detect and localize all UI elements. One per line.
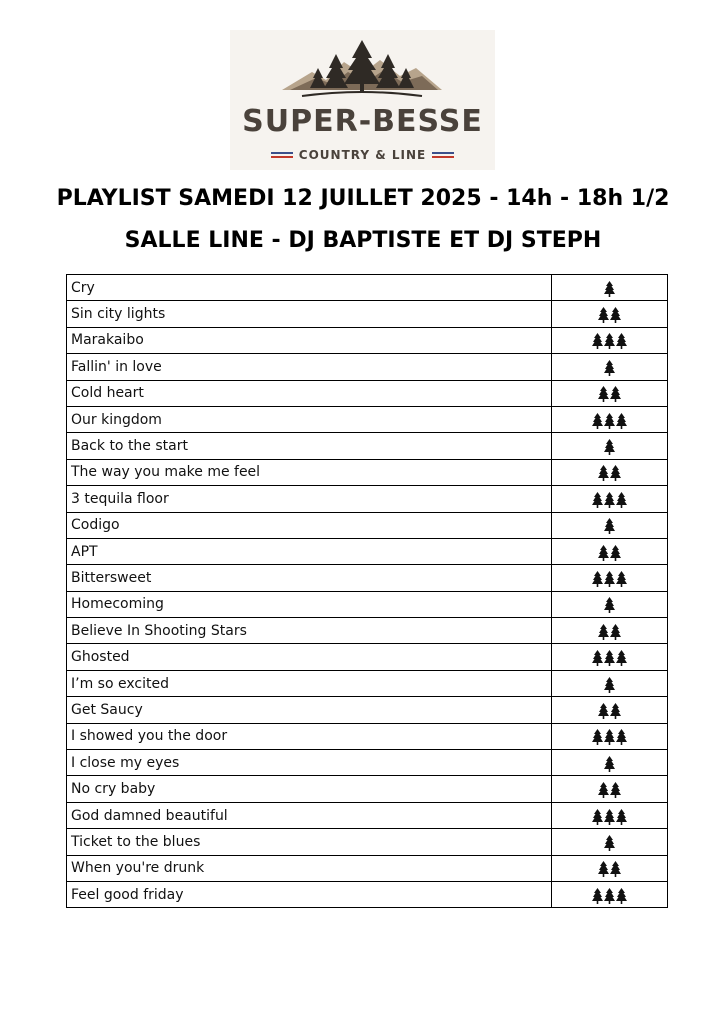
table-row bbox=[67, 459, 668, 485]
pine-tree-icon bbox=[610, 307, 621, 323]
table-row bbox=[67, 406, 668, 432]
pine-tree-icon bbox=[616, 492, 627, 508]
track-title: Ticket to the blues bbox=[67, 829, 552, 855]
track-title: APT bbox=[67, 538, 552, 564]
pine-tree-icon bbox=[610, 624, 621, 640]
pine-tree-icon bbox=[610, 861, 621, 877]
level-trees bbox=[604, 518, 615, 534]
level-trees bbox=[604, 281, 615, 297]
track-level bbox=[552, 723, 668, 749]
track-title: Marakaibo bbox=[67, 327, 552, 353]
mountain-pines-icon bbox=[282, 38, 442, 102]
pine-tree-icon bbox=[592, 333, 603, 349]
table-row bbox=[67, 380, 668, 406]
pine-tree-icon bbox=[604, 360, 615, 376]
table-row bbox=[67, 486, 668, 512]
table-row bbox=[67, 327, 668, 353]
pine-tree-icon bbox=[616, 729, 627, 745]
level-trees bbox=[604, 439, 615, 455]
level-trees bbox=[604, 756, 615, 772]
pine-tree-icon bbox=[616, 333, 627, 349]
track-title: Our kingdom bbox=[67, 406, 552, 432]
track-title: No cry baby bbox=[67, 776, 552, 802]
level-trees bbox=[592, 729, 627, 745]
pine-tree-icon bbox=[604, 835, 615, 851]
pine-tree-icon bbox=[604, 413, 615, 429]
track-level bbox=[552, 644, 668, 670]
pine-tree-icon bbox=[592, 650, 603, 666]
pine-tree-icon bbox=[616, 413, 627, 429]
track-level bbox=[552, 750, 668, 776]
pine-tree-icon bbox=[604, 888, 615, 904]
pine-tree-icon bbox=[592, 809, 603, 825]
pine-tree-icon bbox=[616, 650, 627, 666]
track-level bbox=[552, 670, 668, 696]
track-level bbox=[552, 512, 668, 538]
track-level bbox=[552, 380, 668, 406]
level-trees bbox=[604, 677, 615, 693]
pine-tree-icon bbox=[592, 888, 603, 904]
pine-tree-icon bbox=[616, 809, 627, 825]
logo-name: SUPER-BESSE bbox=[242, 104, 483, 139]
track-title: Cry bbox=[67, 275, 552, 301]
table-row bbox=[67, 565, 668, 591]
table-row bbox=[67, 591, 668, 617]
table-row bbox=[67, 275, 668, 301]
pine-tree-icon bbox=[598, 386, 609, 402]
pine-tree-icon bbox=[598, 703, 609, 719]
table-row bbox=[67, 301, 668, 327]
track-level bbox=[552, 459, 668, 485]
playlist-table bbox=[66, 274, 668, 908]
pine-tree-icon bbox=[610, 703, 621, 719]
pine-tree-icon bbox=[604, 518, 615, 534]
track-title: Back to the start bbox=[67, 433, 552, 459]
table-row bbox=[67, 750, 668, 776]
pine-tree-icon bbox=[604, 809, 615, 825]
pine-tree-icon bbox=[610, 465, 621, 481]
pine-tree-icon bbox=[610, 545, 621, 561]
track-title: 3 tequila floor bbox=[67, 486, 552, 512]
table-row bbox=[67, 697, 668, 723]
track-title: When you're drunk bbox=[67, 855, 552, 881]
table-row bbox=[67, 538, 668, 564]
table-row bbox=[67, 670, 668, 696]
pine-tree-icon bbox=[604, 597, 615, 613]
pine-tree-icon bbox=[598, 465, 609, 481]
pine-tree-icon bbox=[616, 571, 627, 587]
level-trees bbox=[598, 307, 621, 323]
pine-tree-icon bbox=[610, 386, 621, 402]
track-title: Cold heart bbox=[67, 380, 552, 406]
track-title: Bittersweet bbox=[67, 565, 552, 591]
level-trees bbox=[592, 413, 627, 429]
level-trees bbox=[604, 597, 615, 613]
track-title: I’m so excited bbox=[67, 670, 552, 696]
level-trees bbox=[598, 386, 621, 402]
track-title: I close my eyes bbox=[67, 750, 552, 776]
logo-subtitle: COUNTRY & LINE bbox=[298, 148, 427, 162]
track-level bbox=[552, 354, 668, 380]
room-dj-heading: SALLE LINE - DJ BAPTISTE ET DJ STEPH bbox=[124, 228, 602, 253]
table-row bbox=[67, 512, 668, 538]
track-title: The way you make me feel bbox=[67, 459, 552, 485]
table-row bbox=[67, 829, 668, 855]
track-title: I showed you the door bbox=[67, 723, 552, 749]
level-trees bbox=[598, 703, 621, 719]
table-row bbox=[67, 802, 668, 828]
track-level bbox=[552, 538, 668, 564]
logo bbox=[230, 30, 495, 170]
track-level bbox=[552, 618, 668, 644]
pine-tree-icon bbox=[604, 677, 615, 693]
flag-stripes-right bbox=[432, 150, 454, 160]
track-level bbox=[552, 881, 668, 907]
pine-tree-icon bbox=[604, 756, 615, 772]
track-title: God damned beautiful bbox=[67, 802, 552, 828]
level-trees bbox=[598, 782, 621, 798]
pine-tree-icon bbox=[598, 307, 609, 323]
track-level bbox=[552, 855, 668, 881]
track-title: Codigo bbox=[67, 512, 552, 538]
pine-tree-icon bbox=[598, 782, 609, 798]
level-trees bbox=[604, 835, 615, 851]
pine-tree-icon bbox=[604, 333, 615, 349]
level-trees bbox=[592, 571, 627, 587]
track-level bbox=[552, 433, 668, 459]
level-trees bbox=[592, 333, 627, 349]
pine-tree-icon bbox=[616, 888, 627, 904]
table-row bbox=[67, 354, 668, 380]
track-title: Sin city lights bbox=[67, 301, 552, 327]
table-row bbox=[67, 855, 668, 881]
track-title: Fallin' in love bbox=[67, 354, 552, 380]
pine-tree-icon bbox=[610, 782, 621, 798]
table-row bbox=[67, 881, 668, 907]
track-level bbox=[552, 275, 668, 301]
pine-tree-icon bbox=[604, 729, 615, 745]
track-level bbox=[552, 565, 668, 591]
level-trees bbox=[598, 861, 621, 877]
track-title: Believe In Shooting Stars bbox=[67, 618, 552, 644]
pine-tree-icon bbox=[598, 545, 609, 561]
pine-tree-icon bbox=[604, 571, 615, 587]
playlist-heading: PLAYLIST SAMEDI 12 JUILLET 2025 - 14h - 18h 1/2 bbox=[56, 186, 670, 211]
pine-tree-icon bbox=[592, 571, 603, 587]
pine-tree-icon bbox=[598, 624, 609, 640]
table-row bbox=[67, 618, 668, 644]
logo-subtitle-row bbox=[230, 147, 495, 163]
level-trees bbox=[598, 465, 621, 481]
pine-tree-icon bbox=[598, 861, 609, 877]
pine-tree-icon bbox=[592, 492, 603, 508]
track-level bbox=[552, 802, 668, 828]
level-trees bbox=[592, 492, 627, 508]
pine-tree-icon bbox=[592, 729, 603, 745]
table-row bbox=[67, 723, 668, 749]
track-level bbox=[552, 829, 668, 855]
level-trees bbox=[598, 545, 621, 561]
track-level bbox=[552, 776, 668, 802]
pine-tree-icon bbox=[604, 492, 615, 508]
level-trees bbox=[598, 624, 621, 640]
pine-tree-icon bbox=[604, 650, 615, 666]
pine-tree-icon bbox=[604, 439, 615, 455]
track-title: Get Saucy bbox=[67, 697, 552, 723]
track-level bbox=[552, 486, 668, 512]
level-trees bbox=[592, 809, 627, 825]
track-title: Feel good friday bbox=[67, 881, 552, 907]
level-trees bbox=[604, 360, 615, 376]
table-row bbox=[67, 433, 668, 459]
level-trees bbox=[592, 888, 627, 904]
table-row bbox=[67, 644, 668, 670]
track-level bbox=[552, 327, 668, 353]
track-title: Homecoming bbox=[67, 591, 552, 617]
track-title: Ghosted bbox=[67, 644, 552, 670]
flag-stripes-left bbox=[271, 150, 293, 160]
level-trees bbox=[592, 650, 627, 666]
track-level bbox=[552, 697, 668, 723]
track-level bbox=[552, 301, 668, 327]
pine-tree-icon bbox=[592, 413, 603, 429]
track-level bbox=[552, 406, 668, 432]
table-row bbox=[67, 776, 668, 802]
pine-tree-icon bbox=[604, 281, 615, 297]
track-level bbox=[552, 591, 668, 617]
